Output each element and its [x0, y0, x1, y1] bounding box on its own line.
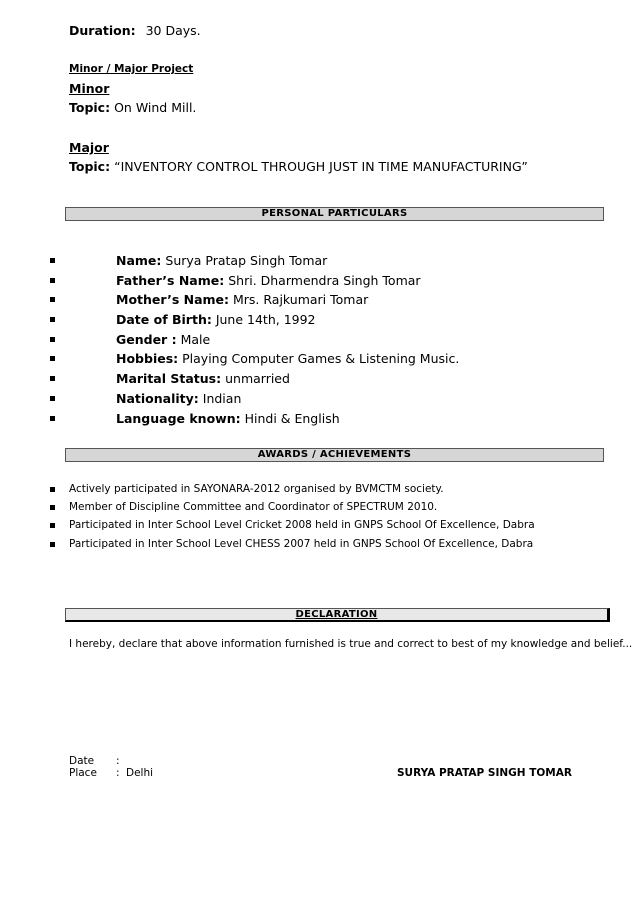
personal-item-value: Male: [180, 332, 211, 347]
personal-item-label: Marital Status:: [116, 371, 222, 386]
personal-item-marital: [116, 371, 290, 386]
personal-heading-bar: [65, 207, 604, 221]
place-value: Delhi: [126, 767, 154, 779]
award-item: Participated in Inter School Level CHESS 2007 held in GNPS School Of Excellence, Dabra: [69, 538, 534, 550]
minor-title: Minor: [69, 81, 110, 96]
minor-topic-value: On Wind Mill.: [114, 100, 197, 115]
bullet-icon: [50, 396, 55, 401]
personal-item-father: [116, 273, 421, 288]
bullet-icon: [50, 297, 55, 302]
duration-value: 30 Days.: [145, 23, 201, 38]
duration-line: [69, 23, 201, 38]
personal-item-value: Surya Pratap Singh Tomar: [165, 253, 328, 268]
award-item: Participated in Inter School Level Cricket 2008 held in GNPS School Of Excellence, Dabra: [69, 519, 535, 531]
bullet-icon: [50, 416, 55, 421]
minor-topic: [69, 100, 196, 115]
bullet-icon: [50, 376, 55, 381]
minor-topic-label: Topic:: [69, 100, 111, 115]
bullet-icon: [50, 258, 55, 263]
personal-item-label: Name:: [116, 253, 162, 268]
award-item: Actively participated in SAYONARA-2012 organised by BVMCTM society.: [69, 483, 444, 495]
personal-item-value: Mrs. Rajkumari Tomar: [233, 292, 369, 307]
bullet-icon: [50, 337, 55, 342]
place-separator: :: [116, 767, 120, 779]
personal-item-value: Playing Computer Games & Listening Music.: [182, 351, 460, 366]
personal-item-label: Father’s Name:: [116, 273, 225, 288]
major-topic-value: “INVENTORY CONTROL THROUGH JUST IN TIME MANUFACTURING”: [114, 159, 528, 174]
bullet-icon: [50, 278, 55, 283]
date-label: Date: [69, 755, 95, 767]
bullet-icon: [50, 317, 55, 322]
bullet-icon: [50, 505, 55, 510]
personal-item-label: Date of Birth:: [116, 312, 212, 327]
bullet-icon: [50, 487, 55, 492]
personal-item-label: Nationality:: [116, 391, 199, 406]
personal-item-hobbies: [116, 351, 459, 366]
personal-item-gender: [116, 332, 210, 347]
personal-item-label: Hobbies:: [116, 351, 179, 366]
personal-item-value: unmarried: [225, 371, 290, 386]
bullet-icon: [50, 356, 55, 361]
personal-heading: PERSONAL PARTICULARS: [261, 208, 408, 219]
declaration-heading-bar: [65, 608, 610, 622]
bullet-icon: [50, 523, 55, 528]
personal-item-name: [116, 253, 327, 268]
duration-label: Duration:: [69, 23, 136, 38]
personal-item-label: Mother’s Name:: [116, 292, 230, 307]
personal-item-value: June 14th, 1992: [215, 312, 316, 327]
major-topic: [69, 159, 528, 174]
major-title: Major: [69, 140, 109, 155]
date-separator: :: [116, 755, 120, 767]
personal-item-value: Indian: [202, 391, 242, 406]
major-topic-label: Topic:: [69, 159, 111, 174]
awards-heading: AWARDS / ACHIEVEMENTS: [257, 449, 412, 460]
declaration-heading: DECLARATION: [295, 609, 378, 620]
project-heading: Minor / Major Project: [69, 63, 194, 75]
personal-item-label: Gender :: [116, 332, 177, 347]
personal-item-mother: [116, 292, 368, 307]
personal-item-value: Hindi & English: [244, 411, 340, 426]
award-item: Member of Discipline Committee and Coordinator of SPECTRUM 2010.: [69, 501, 438, 513]
awards-heading-bar: [65, 448, 604, 462]
place-label: Place: [69, 767, 97, 779]
signature-name: SURYA PRATAP SINGH TOMAR: [397, 767, 572, 779]
personal-item-label: Language known:: [116, 411, 241, 426]
bullet-icon: [50, 542, 55, 547]
personal-item-value: Shri. Dharmendra Singh Tomar: [228, 273, 421, 288]
personal-item-language: [116, 411, 340, 426]
declaration-text: I hereby, declare that above information furnished is true and correct to best of my knowledge and belief...: [69, 638, 633, 650]
personal-item-nationality: [116, 391, 241, 406]
personal-item-dob: [116, 312, 316, 327]
